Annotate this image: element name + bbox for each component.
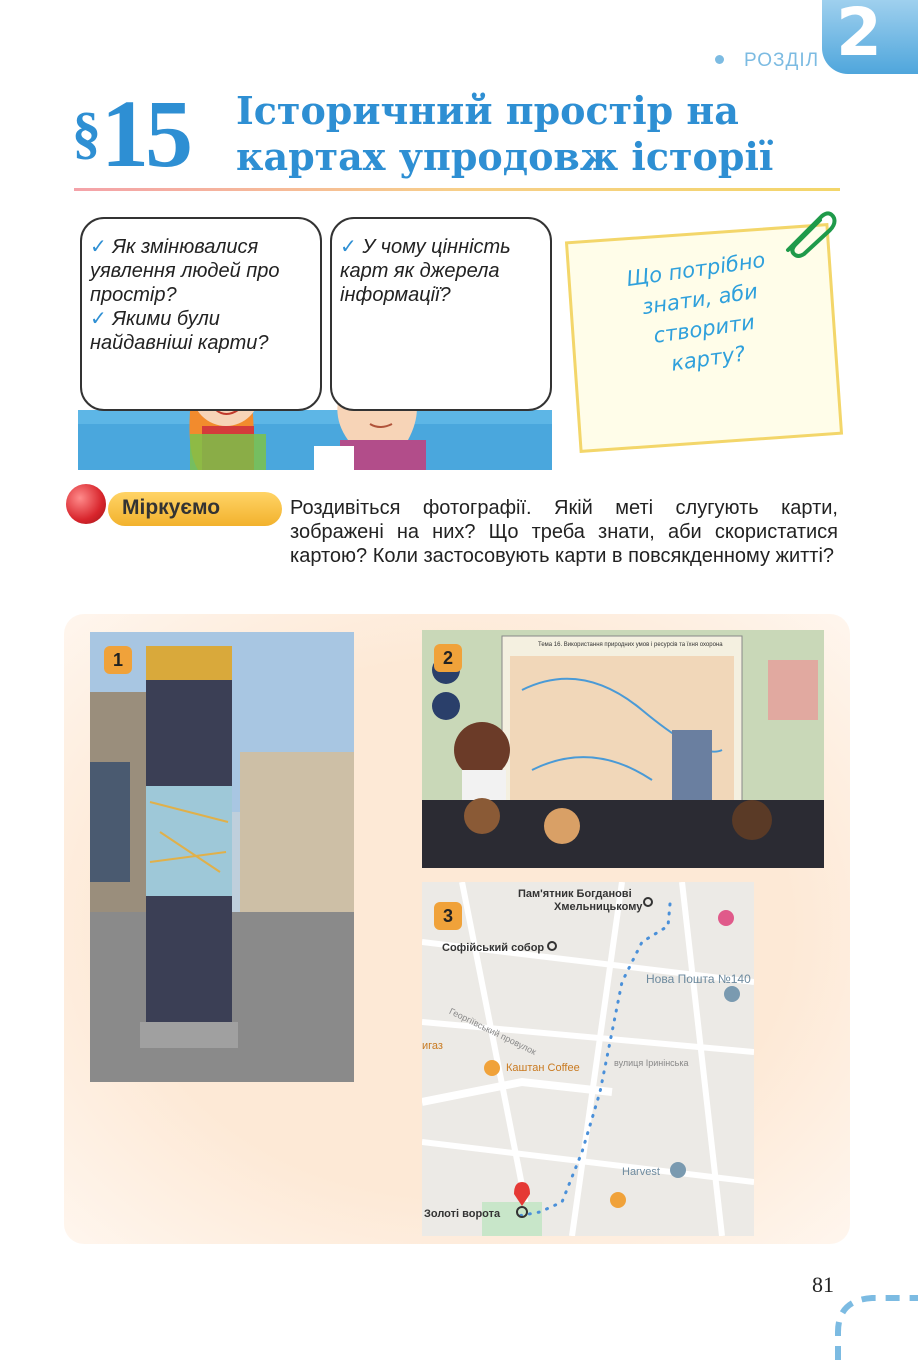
paragraph-symbol: § <box>72 100 101 165</box>
speech-bubble-left <box>80 217 322 411</box>
photo-route-map <box>422 882 754 1236</box>
question-2: Якими були найдавніші карти? <box>90 308 269 354</box>
speech-bubble-right <box>330 217 552 411</box>
section-number: 2 <box>836 0 882 71</box>
page-number: 81 <box>812 1272 834 1297</box>
route-map-picture <box>422 882 754 1236</box>
map-label-sigaz: игаз <box>422 1040 443 1052</box>
note-line-1: Що потрібно <box>624 247 767 292</box>
map-label-street-irininska: вулиця Іринінська <box>614 1058 689 1068</box>
photo-number-1: 1 <box>104 646 132 674</box>
question-1: Як змінювалися уявлення людей про простір? <box>90 236 280 306</box>
map-label-harvest: Harvest <box>622 1166 660 1178</box>
map-label-monument-2: Хмельницькому <box>554 901 643 913</box>
map-label-monument <box>518 888 642 914</box>
check-icon: ✓ <box>340 236 357 258</box>
note-line-4: карту? <box>669 341 747 376</box>
pushpin-icon <box>66 484 106 524</box>
title-underline <box>74 188 840 191</box>
check-icon: ✓ <box>90 308 107 330</box>
photo-city-sign <box>90 632 354 1082</box>
photo-number-2: 2 <box>434 644 462 672</box>
page-title <box>236 88 836 180</box>
section-dot <box>715 55 724 64</box>
question-3: У чому цінність карт як джерела інформації? <box>340 236 511 306</box>
note-line-3: створити <box>651 309 757 348</box>
title-line-1: Історичний простір на <box>236 88 739 133</box>
classroom-picture <box>422 630 824 868</box>
board-title: Тема 16. Використання природних умов і ресурсів та їхня охорона <box>538 642 723 648</box>
map-label-nova-poshta: Нова Пошта №140 <box>646 972 751 986</box>
city-sign-picture <box>90 632 354 1082</box>
photo-number-3: 3 <box>434 902 462 930</box>
bubble-right-text <box>340 235 546 307</box>
title-line-2: картах упродовж історії <box>236 134 774 179</box>
think-task-text: Роздивіться фотографії. Якій меті слугують карти, зображені на них? Що треба знати, аби скористатися картою? Коли застосовують карти в повсякденному житті? <box>290 497 838 567</box>
photo-classroom <box>422 630 824 868</box>
map-label-sofia: Софійський собор <box>442 942 545 954</box>
think-label: Міркуємо <box>122 496 221 519</box>
map-label-monument-1: Пам'ятник Богданові <box>518 888 632 900</box>
map-label-kashtan: Каштан Coffee <box>506 1062 580 1074</box>
map-label-street-georgievsky: Георгіївський провулок <box>447 1006 538 1057</box>
paragraph-digits: 15 <box>101 80 189 187</box>
note-line-2: знати, аби <box>640 279 760 320</box>
map-label-zoloti-vorota: Золоті ворота <box>424 1208 501 1220</box>
check-icon: ✓ <box>90 236 107 258</box>
section-label: РОЗДІЛ <box>744 50 820 71</box>
paragraph-number <box>72 78 189 189</box>
corner-decoration <box>832 1292 918 1360</box>
bubble-left-text <box>90 235 316 355</box>
